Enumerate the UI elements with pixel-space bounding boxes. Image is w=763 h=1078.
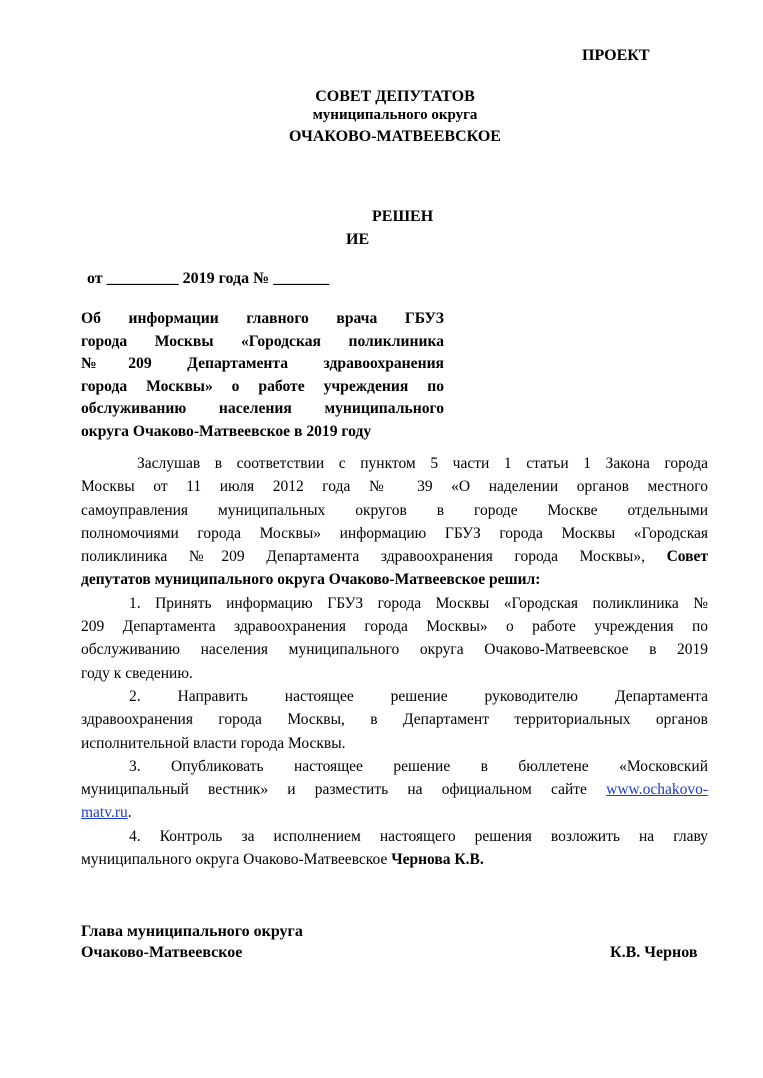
council-title: СОВЕТ ДЕПУТАТОВ: [315, 88, 475, 105]
item-2-paragraph: [81, 685, 708, 755]
item-4-paragraph: [81, 825, 708, 872]
decision-title-part2: ИЕ: [346, 231, 370, 248]
body-line: полномочиями города Москвы» информацию ГБУЗ города Москвы «Городская: [81, 524, 708, 542]
signature-area: Очаково-Матвеевское: [81, 944, 243, 961]
body-line: обслуживанию населения муниципального округа Очаково-Матвеевское в 2019: [81, 641, 708, 659]
decision-body: [81, 452, 708, 871]
signature-title: Глава муниципального округа: [81, 923, 303, 940]
body-line: году к сведению.: [81, 664, 193, 682]
subject-line: Об информации главного врача ГБУЗ: [81, 310, 444, 327]
body-line: здравоохранения города Москвы, в Департамент территориальных органов: [81, 711, 708, 729]
body-line: [81, 801, 708, 824]
subject-line: округа Очаково-Матвеевское в 2019 году: [81, 422, 372, 440]
body-line: исполнительной власти города Москвы.: [81, 734, 346, 752]
body-line: 1. Принять информацию ГБУЗ города Москвы «Городская поликлиника №: [129, 594, 708, 612]
body-line: 3. Опубликовать настоящее решение в бюллетене «Московский: [129, 757, 708, 775]
body-line: 209 Департамента здравоохранения города Москвы» о работе учреждения по: [81, 618, 708, 636]
body-line: Москвы от 11 июля 2012 года № 39 «О наделении органов местного: [81, 478, 708, 496]
district-subtitle: муниципального округа: [312, 107, 478, 123]
body-line: самоуправления муниципальных округов в городе Москве отдельными: [81, 501, 708, 519]
body-bold-text: Чернова К.В.: [391, 851, 484, 869]
item-1-paragraph: [81, 592, 708, 685]
body-line: депутатов муниципального округа Очаково-Матвеевское решил:: [81, 571, 541, 589]
body-line: [81, 778, 708, 801]
draft-label: ПРОЕКТ: [582, 47, 650, 64]
body-line: [81, 545, 708, 568]
body-text: .: [127, 804, 132, 822]
website-link-continued[interactable]: matv.ru: [81, 804, 128, 822]
decision-title-part1: РЕШЕН: [372, 208, 434, 225]
body-bold-text: Совет: [666, 548, 708, 566]
subject-line: обслуживанию населения муниципального: [81, 400, 444, 418]
area-title: ОЧАКОВО-МАТВЕЕВСКОЕ: [289, 128, 501, 145]
body-line: Заслушав в соответствии с пунктом 5 части 1 статьи 1 Закона города: [137, 455, 708, 472]
subject-line: города Москвы «Городская поликлиника: [81, 332, 444, 350]
body-line: [81, 848, 708, 871]
date-number-line: от _________ 2019 года № _______: [87, 270, 330, 287]
body-text: муниципального округа Очаково-Матвеевское: [81, 851, 392, 869]
item-3-paragraph: [81, 755, 708, 825]
signature-name: К.В. Чернов: [610, 944, 698, 961]
body-text: поликлиника №209 Департамента здравоохранения города Москвы»,: [81, 548, 667, 566]
body-line: 2. Направить настоящее решение руководителю Департамента: [129, 687, 708, 705]
subject-line: города Москвы» о работе учреждения по: [81, 377, 444, 395]
subject-line: №209 Департамента здравоохранения: [81, 355, 444, 373]
decision-subject: [81, 308, 444, 444]
website-link[interactable]: www.ochakovo-: [606, 781, 708, 799]
intro-paragraph: [81, 452, 708, 592]
body-text: муниципальный вестник» и разместить на официальном сайте: [81, 781, 607, 799]
body-line: 4. Контроль за исполнением настоящего решения возложить на главу: [129, 827, 708, 845]
